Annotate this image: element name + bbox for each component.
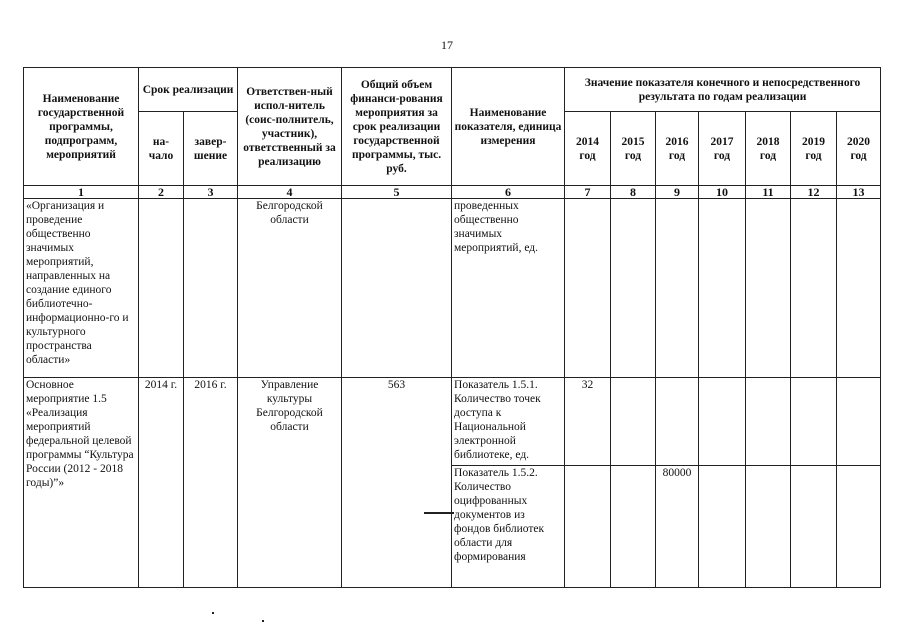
header-finance: Общий объем финанси-рования мероприятия за срок реализации государственной программы, тыс. руб.: [342, 68, 452, 186]
column-number: 13: [837, 186, 881, 199]
value-cell: [746, 378, 791, 466]
value-cell: [746, 199, 791, 378]
value-cell: [611, 378, 656, 466]
header-values: Значение показателя конечного и непосредственного результата по годам реализации: [565, 68, 881, 112]
header-year: 2018 год: [746, 112, 791, 186]
header-end: завер-шение: [184, 112, 238, 186]
value-cell: [699, 378, 746, 466]
value-cell: [791, 378, 837, 466]
header-year: 2014 год: [565, 112, 611, 186]
header-term: Срок реализации: [139, 68, 238, 112]
column-number: 5: [342, 186, 452, 199]
header-indicator: Наименование показателя, единица измерения: [452, 68, 565, 186]
value-cell: [791, 199, 837, 378]
program-cell: «Организация и проведение общественно значимых мероприятий, направленных на создание единого библиотечно-информационно-го и культурного пространства области»: [24, 199, 139, 378]
header-year: 2015 год: [611, 112, 656, 186]
column-number: 1: [24, 186, 139, 199]
header-start: на-чало: [139, 112, 184, 186]
indicators-table: [23, 67, 881, 588]
value-cell: [656, 199, 699, 378]
value-cell: [699, 466, 746, 588]
value-cell: [656, 378, 699, 466]
program-cell: Основное мероприятие 1.5 «Реализация мероприятий федеральной целевой программы “Культура России (2012 - 2018 годы)”»: [24, 378, 139, 588]
column-number: 11: [746, 186, 791, 199]
column-number: 4: [238, 186, 342, 199]
scan-artifact-line: [424, 512, 454, 514]
column-number: 2: [139, 186, 184, 199]
value-cell: [837, 378, 881, 466]
start-cell: 2014 г.: [139, 378, 184, 588]
responsible-cell: Управление культуры Белгородской области: [238, 378, 342, 588]
finance-cell: 563: [342, 378, 452, 588]
column-number: 10: [699, 186, 746, 199]
value-cell: [791, 466, 837, 588]
indicator-cell: проведенных общественно значимых мероприятий, ед.: [452, 199, 565, 378]
header-program: Наименование государственной программы, подпрограмм, мероприятий: [24, 68, 139, 186]
header-year: 2017 год: [699, 112, 746, 186]
header-year: 2019 год: [791, 112, 837, 186]
table-row: [24, 378, 881, 466]
value-cell: [565, 466, 611, 588]
value-cell: [611, 466, 656, 588]
scan-artifact-dot: [262, 620, 264, 622]
end-cell: [184, 199, 238, 378]
indicator-cell: Показатель 1.5.2. Количество оцифрованных документов из фондов библиотек области для формирования: [452, 466, 565, 588]
value-cell: [699, 199, 746, 378]
column-number: 8: [611, 186, 656, 199]
column-number: 3: [184, 186, 238, 199]
value-cell: [837, 466, 881, 588]
column-number: 12: [791, 186, 837, 199]
value-cell: [837, 199, 881, 378]
scan-artifact-dot: [212, 612, 214, 614]
start-cell: [139, 199, 184, 378]
header-year: 2016 год: [656, 112, 699, 186]
indicator-cell: Показатель 1.5.1. Количество точек доступа к Национальной электронной библиотеке, ед.: [452, 378, 565, 466]
header-year: 2020 год: [837, 112, 881, 186]
value-cell: [611, 199, 656, 378]
end-cell: 2016 г.: [184, 378, 238, 588]
responsible-cell: Белгородской области: [238, 199, 342, 378]
page-number: 17: [441, 38, 453, 52]
value-cell: [746, 466, 791, 588]
value-cell: [565, 199, 611, 378]
table-row: [24, 199, 881, 378]
header-responsible: Ответствен-ный испол-нитель (соис-полнитель, участник), ответственный за реализацию: [238, 68, 342, 186]
column-number: 7: [565, 186, 611, 199]
value-cell: 80000: [656, 466, 699, 588]
column-number: 9: [656, 186, 699, 199]
column-number: 6: [452, 186, 565, 199]
finance-cell: [342, 199, 452, 378]
value-cell: 32: [565, 378, 611, 466]
